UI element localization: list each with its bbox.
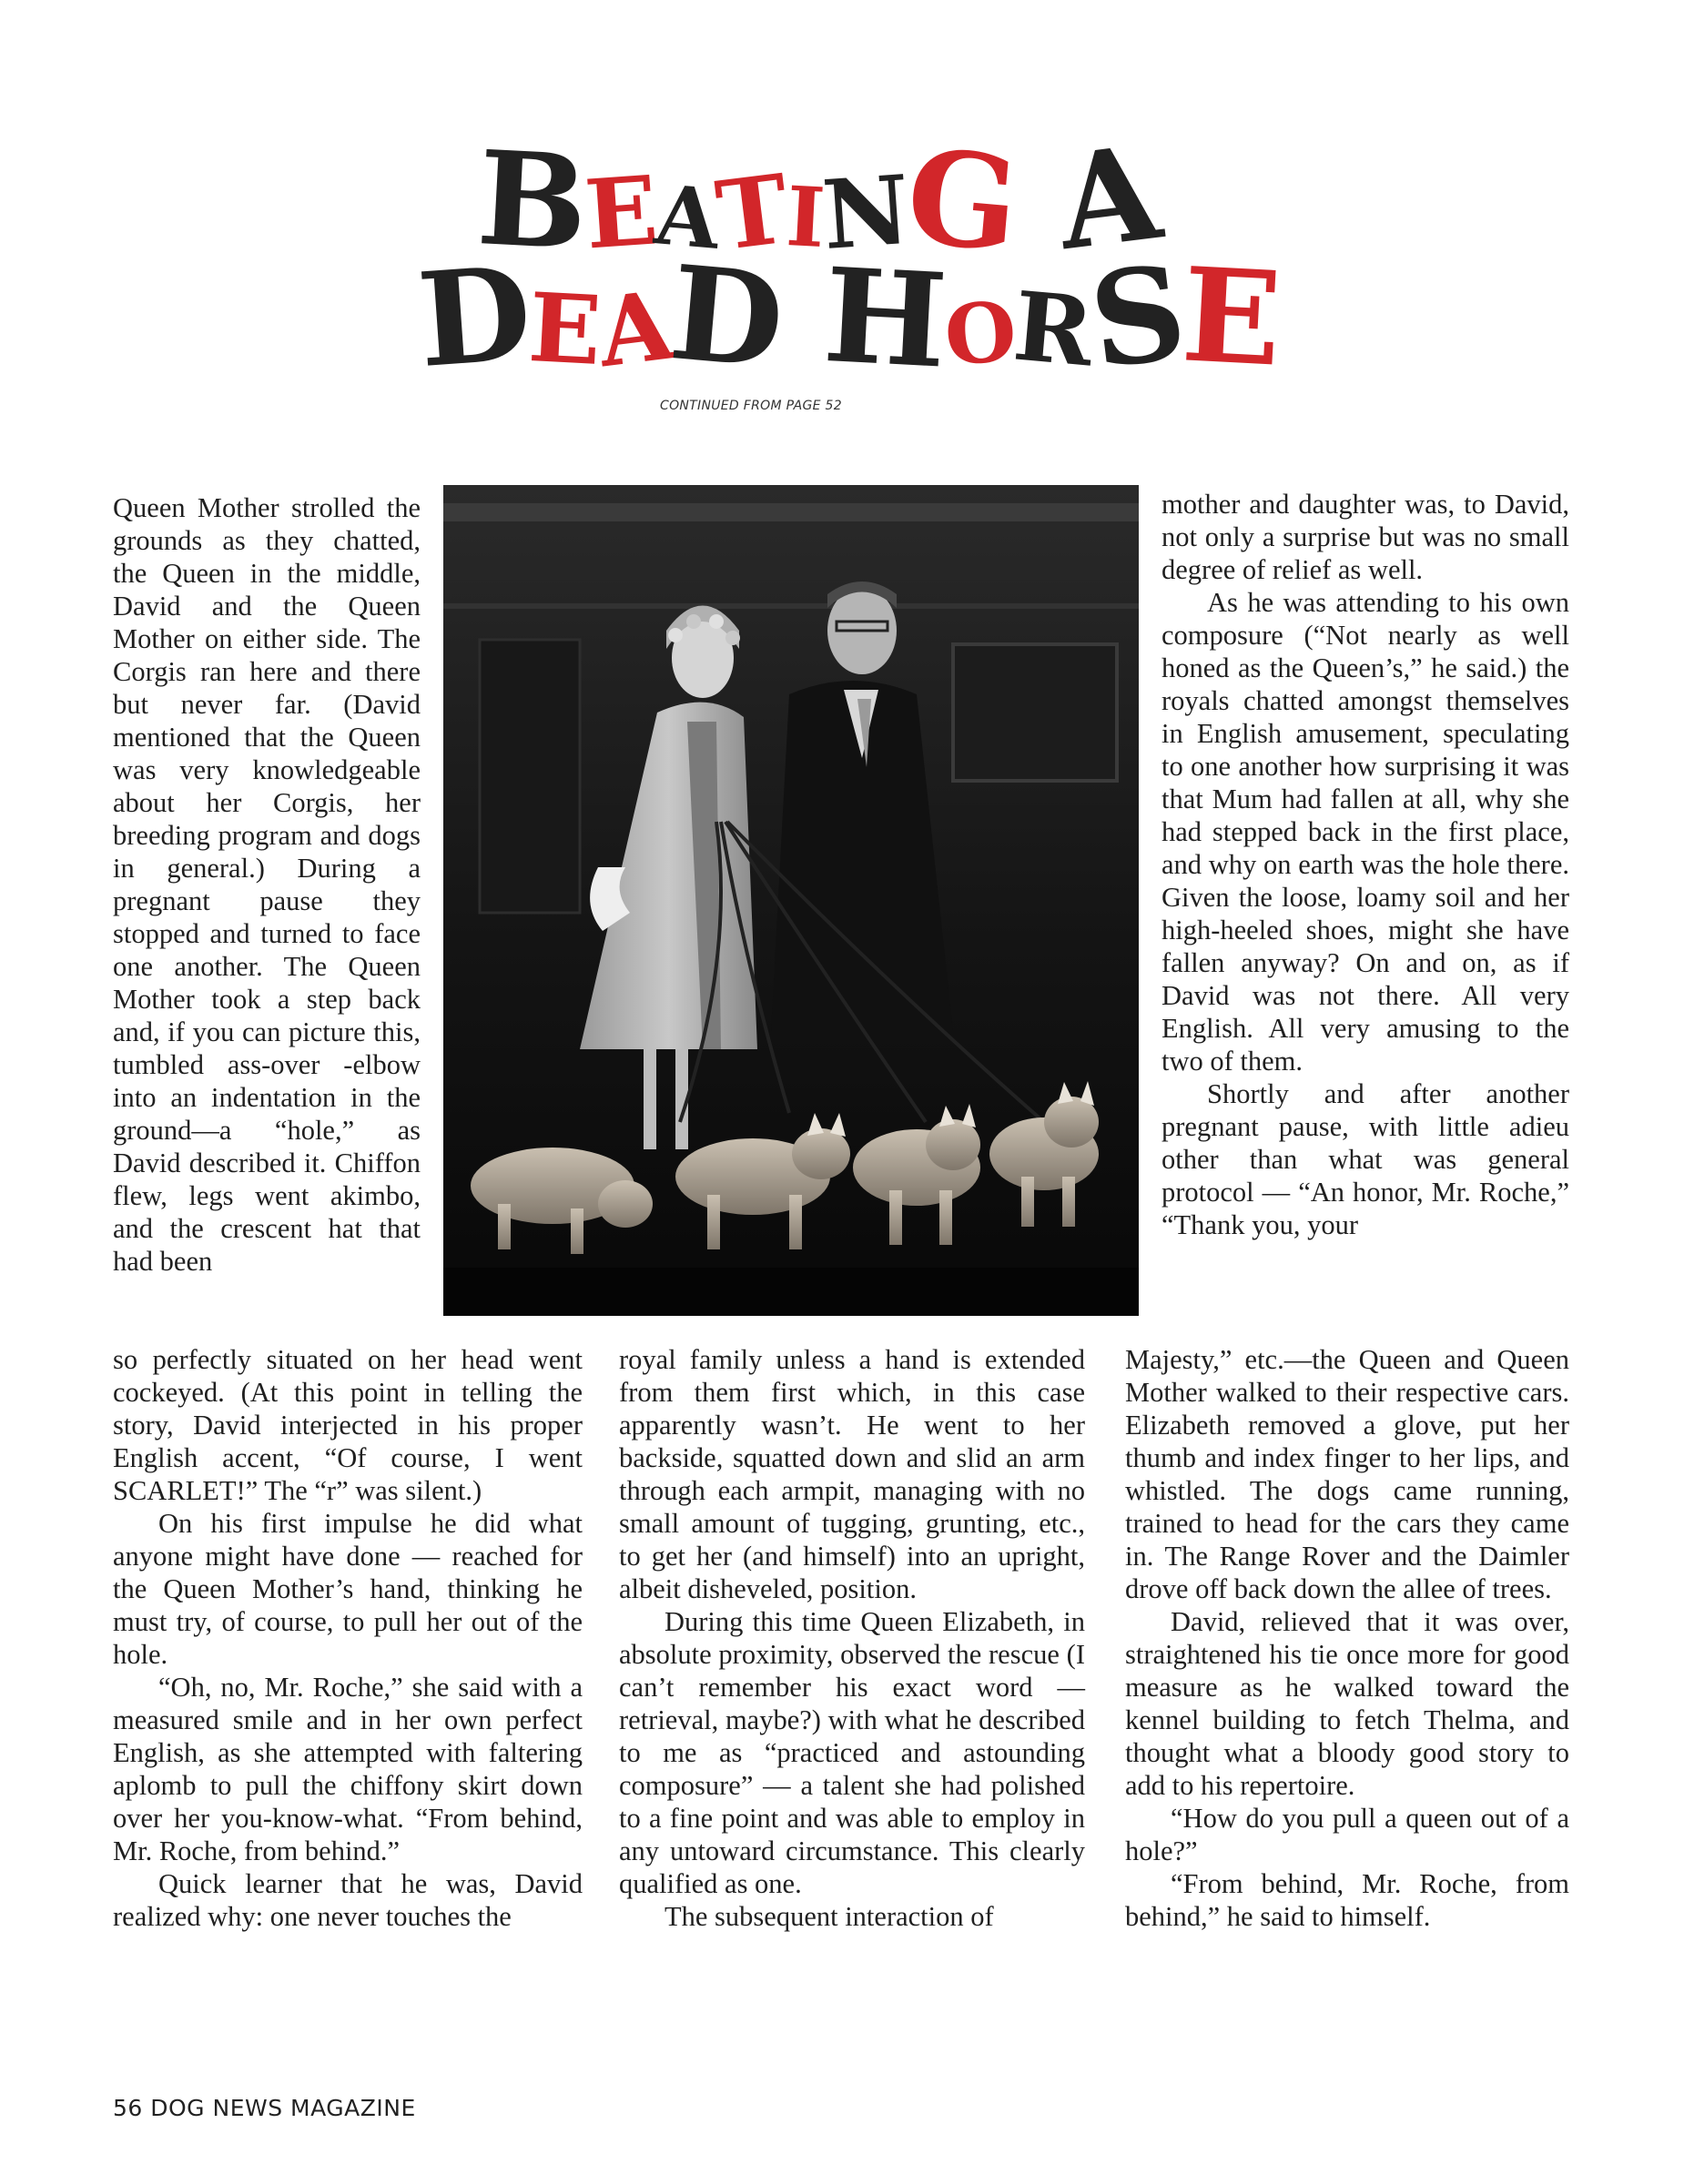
headline-letter: B (473, 123, 590, 279)
headline-letter: G (900, 121, 1023, 281)
headline-letter: E (581, 154, 660, 271)
headline-letter: A (651, 167, 722, 268)
headline-line-2 (413, 237, 1283, 399)
paragraph: David, relieved that it was over, straightened his tie once more for good measure as he walked toward the kennel building to fetch Thelma, and thought what a bloody good story to add to his repertoire. (1125, 1606, 1569, 1801)
paragraph: so perfectly situated on her head went cockeyed. (At this point in telling the story, David interjected in his proper English accent, “Of course, I went SCARLET!” The “r” was silent.) (113, 1344, 583, 1506)
photo-queen-with-corgis (443, 485, 1139, 1316)
headline-letter: O (941, 283, 1018, 385)
headline-letter: D (664, 238, 788, 398)
headline-letter: N (818, 153, 911, 272)
headline-letter: E (1179, 239, 1283, 396)
headline (401, 117, 1283, 399)
paragraph: During this time Queen Elizabeth, in absolute proximity, observed the rescue (I can’t remember his exact word — retrieval, maybe?) with what he described to me as “practiced and astounding composure” — a talent she had polished to a fine point and was able to employ in any untoward circumstance. This clearly qualified as one. (619, 1606, 1085, 1899)
headline-letter: T (710, 152, 793, 273)
paragraph: Queen Mother strolled the grounds as they chatted, the Queen in the middle, David and the Queen Mother on either side. The Corgis ran here and there but never far. (David mentioned that the Queen was very knowledgeable about her Corgis, her breeding program and dogs in general.) During a pregnant pause they stopped and turned to face one another. The Queen Mother took a step back and, if you can picture this, tumbled ass-over -elbow into an indentation in the ground—a “hole,” as David described it. Chiffon flew, legs went akimbo, and the crescent hat that had been (113, 492, 421, 1277)
paragraph: royal family unless a hand is extended from them first which, in this case apparently wasn’t. He went to her backside, squatted down and slid an arm through each armpit, managing with no small amount of tugging, grunting, etc., to get her (and himself) into an upright, albeit disheveled, position. (619, 1344, 1085, 1604)
page-footer: 56 DOG NEWS MAGAZINE (113, 2095, 416, 2121)
paragraph: The subsequent interaction of (664, 1901, 994, 1932)
continued-from-note: CONTINUED FROM PAGE 52 (660, 399, 842, 413)
paragraph: “Oh, no, Mr. Roche,” she said with a measured smile and in her own perfect English, as she attempted with faltering aplomb to pull the chiffony skirt down over her you-know-what. “From behind, Mr. Roche, from behind.” (113, 1672, 583, 1866)
column-1-bottom (113, 1343, 583, 1933)
headline-letter: I (783, 168, 826, 267)
photo-illustration (443, 485, 1139, 1316)
paragraph: mother and daughter was, to David, not only a surprise but was no small degree of relief as well. (1162, 489, 1569, 585)
paragraph: On his first impulse he did what anyone might have done — reached for the Queen Mother’s hand, thinking he must try, of course, to pull her out of the hole. (113, 1508, 583, 1670)
headline-letter: D (413, 238, 534, 398)
paragraph: Majesty,” etc.—the Queen and Queen Mother walked to their respective cars. Elizabeth removed a glove, put her thumb and index finger to her lips, and whistled. The dogs came running, trained to head for the cars they came in. The Range Rover and the Daimler drove off back down the allee of trees. (1125, 1344, 1569, 1604)
column-3-top (1162, 488, 1569, 1241)
headline-letter: E (526, 271, 603, 387)
paragraph: “From behind, Mr. Roche, from behind,” he said to himself. (1125, 1868, 1569, 1932)
headline-letter: A (593, 268, 678, 389)
headline-letter: H (777, 238, 949, 398)
paragraph: “How do you pull a queen out of a hole?” (1125, 1803, 1569, 1866)
column-3-bottom (1125, 1343, 1569, 1933)
headline-letter: R (1009, 269, 1096, 389)
column-1-top (113, 491, 421, 1278)
column-2 (619, 1343, 1085, 1933)
paragraph: Quick learner that he was, David realized why: one never touches the (113, 1868, 583, 1932)
paragraph: Shortly and after another pregnant pause, with little adieu other than what was general protocol — “An honor, Mr. Roche,” “Thank you, your (1162, 1078, 1569, 1240)
headline-letter: S (1081, 237, 1192, 399)
headline-letter: A (1007, 117, 1167, 285)
paragraph: As he was attending to his own composure (“Not nearly as well honed as the Queen’s,” he said.) the royals chatted amongst themselves in English amusement, speculating to one another how surprising it was that Mum had fallen at all, why she had stepped back in the first place, and why on earth was the hole there. Given the loose, loamy soil and her high-heeled shoes, might she have fallen anyway? On and on, as if David was not there. All very English. All very amusing to the two of them. (1162, 587, 1569, 1077)
